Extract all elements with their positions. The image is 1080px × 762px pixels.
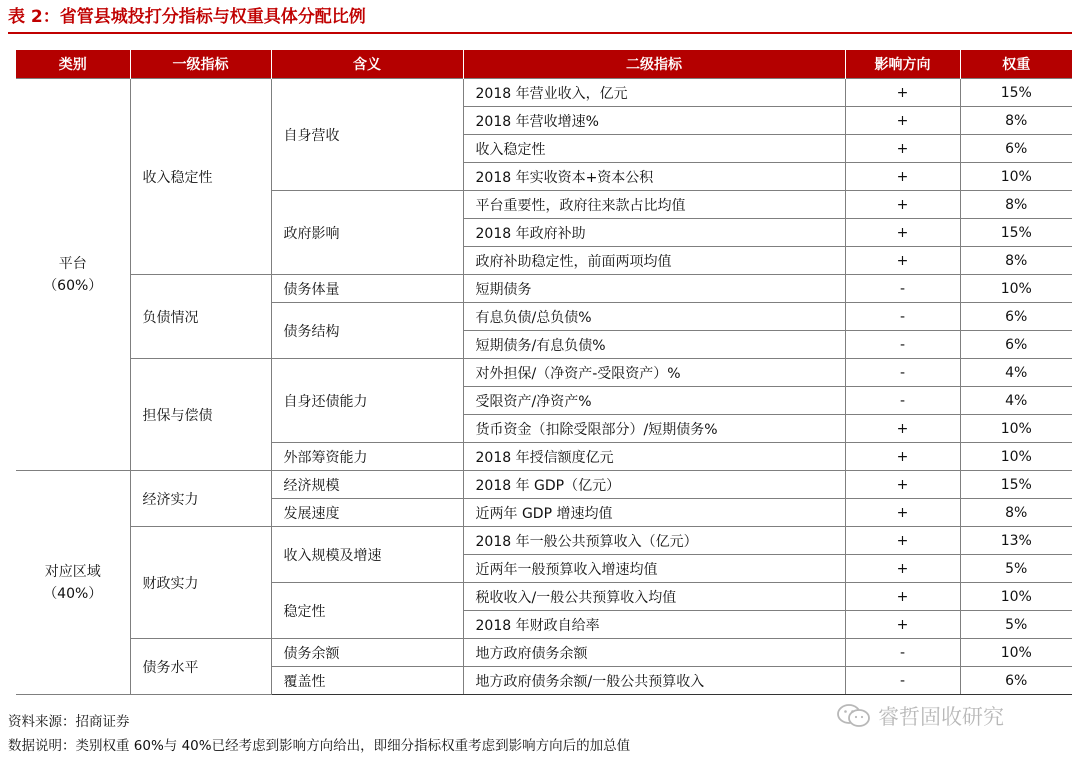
meaning-cell: 覆盖性 — [271, 667, 463, 695]
category-cell — [16, 471, 130, 695]
weight-cell: 6% — [960, 331, 1072, 359]
direction-cell: + — [845, 527, 960, 555]
data-note: 数据说明：类别权重 60%与 40%已经考虑到影响方向给出，即细分指标权重考虑到影响方向后的加总值 — [8, 738, 631, 754]
secondary-indicator-cell: 2018 年营业收入，亿元 — [463, 79, 845, 107]
secondary-indicator-cell: 2018 年一般公共预算收入（亿元） — [463, 527, 845, 555]
primary-indicator-cell: 收入稳定性 — [130, 79, 271, 275]
secondary-indicator-cell: 税收收入/一般公共预算收入均值 — [463, 583, 845, 611]
direction-cell: + — [845, 219, 960, 247]
secondary-indicator-cell: 2018 年政府补助 — [463, 219, 845, 247]
meaning-cell: 债务结构 — [271, 303, 463, 359]
direction-cell: + — [845, 163, 960, 191]
primary-indicator-cell: 负债情况 — [130, 275, 271, 359]
table-header-row — [16, 50, 1072, 79]
primary-indicator-cell: 财政实力 — [130, 527, 271, 639]
direction-cell: + — [845, 107, 960, 135]
secondary-indicator-cell: 2018 年财政自给率 — [463, 611, 845, 639]
table-row — [16, 275, 1072, 303]
direction-cell: - — [845, 639, 960, 667]
table-title: 表 2：省管县城投打分指标与权重具体分配比例 — [8, 7, 366, 27]
weight-cell: 4% — [960, 387, 1072, 415]
indicator-weight-table — [16, 50, 1072, 695]
weight-cell: 10% — [960, 275, 1072, 303]
direction-cell: - — [845, 303, 960, 331]
secondary-indicator-cell: 2018 年授信额度亿元 — [463, 443, 845, 471]
direction-cell: + — [845, 499, 960, 527]
secondary-indicator-cell: 收入稳定性 — [463, 135, 845, 163]
weight-cell: 5% — [960, 555, 1072, 583]
secondary-indicator-cell: 地方政府债务余额/一般公共预算收入 — [463, 667, 845, 695]
weight-cell: 8% — [960, 191, 1072, 219]
category-name: 对应区域 — [44, 563, 101, 580]
meaning-cell: 发展速度 — [271, 499, 463, 527]
direction-cell: - — [845, 275, 960, 303]
direction-cell: + — [845, 611, 960, 639]
meaning-cell: 政府影响 — [271, 191, 463, 275]
meaning-cell: 收入规模及增速 — [271, 527, 463, 583]
category-name: 平台 — [58, 255, 87, 272]
weight-cell: 10% — [960, 163, 1072, 191]
category-weight: （60%） — [43, 277, 103, 294]
direction-cell: - — [845, 387, 960, 415]
table-row — [16, 639, 1072, 667]
weight-cell: 15% — [960, 219, 1072, 247]
header-weight: 权重 — [960, 50, 1072, 79]
weight-cell: 13% — [960, 527, 1072, 555]
weight-cell: 10% — [960, 415, 1072, 443]
secondary-indicator-cell: 近两年一般预算收入增速均值 — [463, 555, 845, 583]
weight-cell: 6% — [960, 667, 1072, 695]
secondary-indicator-cell: 受限资产/净资产% — [463, 387, 845, 415]
direction-cell: + — [845, 471, 960, 499]
primary-indicator-cell: 经济实力 — [130, 471, 271, 527]
weight-cell: 6% — [960, 135, 1072, 163]
table-row — [16, 79, 1072, 107]
primary-indicator-cell: 债务水平 — [130, 639, 271, 695]
secondary-indicator-cell: 有息负债/总负债% — [463, 303, 845, 331]
secondary-indicator-cell: 政府补助稳定性，前面两项均值 — [463, 247, 845, 275]
header-direction: 影响方向 — [845, 50, 960, 79]
primary-indicator-cell: 担保与偿债 — [130, 359, 271, 471]
watermark-text: 睿哲固收研究 — [878, 705, 1004, 729]
meaning-cell: 自身还债能力 — [271, 359, 463, 443]
weight-cell: 15% — [960, 471, 1072, 499]
header-primary-indicator: 一级指标 — [130, 50, 271, 79]
secondary-indicator-cell: 2018 年 GDP（亿元） — [463, 471, 845, 499]
watermark — [836, 701, 1004, 731]
secondary-indicator-cell: 短期债务/有息负债% — [463, 331, 845, 359]
secondary-indicator-cell: 2018 年实收资本+资本公积 — [463, 163, 845, 191]
direction-cell: - — [845, 359, 960, 387]
category-cell — [16, 79, 130, 471]
weight-cell: 8% — [960, 499, 1072, 527]
weight-cell: 6% — [960, 303, 1072, 331]
table-row — [16, 471, 1072, 499]
meaning-cell: 经济规模 — [271, 471, 463, 499]
direction-cell: + — [845, 247, 960, 275]
meaning-cell: 债务体量 — [271, 275, 463, 303]
title-divider — [8, 32, 1072, 34]
direction-cell: + — [845, 583, 960, 611]
weight-cell: 5% — [960, 611, 1072, 639]
secondary-indicator-cell: 平台重要性，政府往来款占比均值 — [463, 191, 845, 219]
weight-cell: 8% — [960, 247, 1072, 275]
meaning-cell: 自身营收 — [271, 79, 463, 191]
table-row — [16, 527, 1072, 555]
header-meaning: 含义 — [271, 50, 463, 79]
weight-cell: 10% — [960, 639, 1072, 667]
weight-cell: 4% — [960, 359, 1072, 387]
direction-cell: + — [845, 555, 960, 583]
direction-cell: + — [845, 443, 960, 471]
secondary-indicator-cell: 对外担保/（净资产-受限资产）% — [463, 359, 845, 387]
weight-cell: 15% — [960, 79, 1072, 107]
direction-cell: + — [845, 191, 960, 219]
weight-cell: 10% — [960, 443, 1072, 471]
direction-cell: - — [845, 667, 960, 695]
source-note: 资料来源：招商证券 — [8, 714, 130, 730]
secondary-indicator-cell: 近两年 GDP 增速均值 — [463, 499, 845, 527]
secondary-indicator-cell: 地方政府债务余额 — [463, 639, 845, 667]
secondary-indicator-cell: 短期债务 — [463, 275, 845, 303]
direction-cell: - — [845, 331, 960, 359]
secondary-indicator-cell: 货币资金（扣除受限部分）/短期债务% — [463, 415, 845, 443]
category-weight: （40%） — [43, 585, 103, 602]
weight-cell: 8% — [960, 107, 1072, 135]
weight-cell: 10% — [960, 583, 1072, 611]
table-row — [16, 359, 1072, 387]
meaning-cell: 外部筹资能力 — [271, 443, 463, 471]
secondary-indicator-cell: 2018 年营收增速% — [463, 107, 845, 135]
header-category: 类别 — [16, 50, 130, 79]
header-secondary-indicator: 二级指标 — [463, 50, 845, 79]
direction-cell: + — [845, 135, 960, 163]
direction-cell: + — [845, 79, 960, 107]
meaning-cell: 债务余额 — [271, 639, 463, 667]
direction-cell: + — [845, 415, 960, 443]
meaning-cell: 稳定性 — [271, 583, 463, 639]
wechat-icon — [836, 703, 872, 729]
